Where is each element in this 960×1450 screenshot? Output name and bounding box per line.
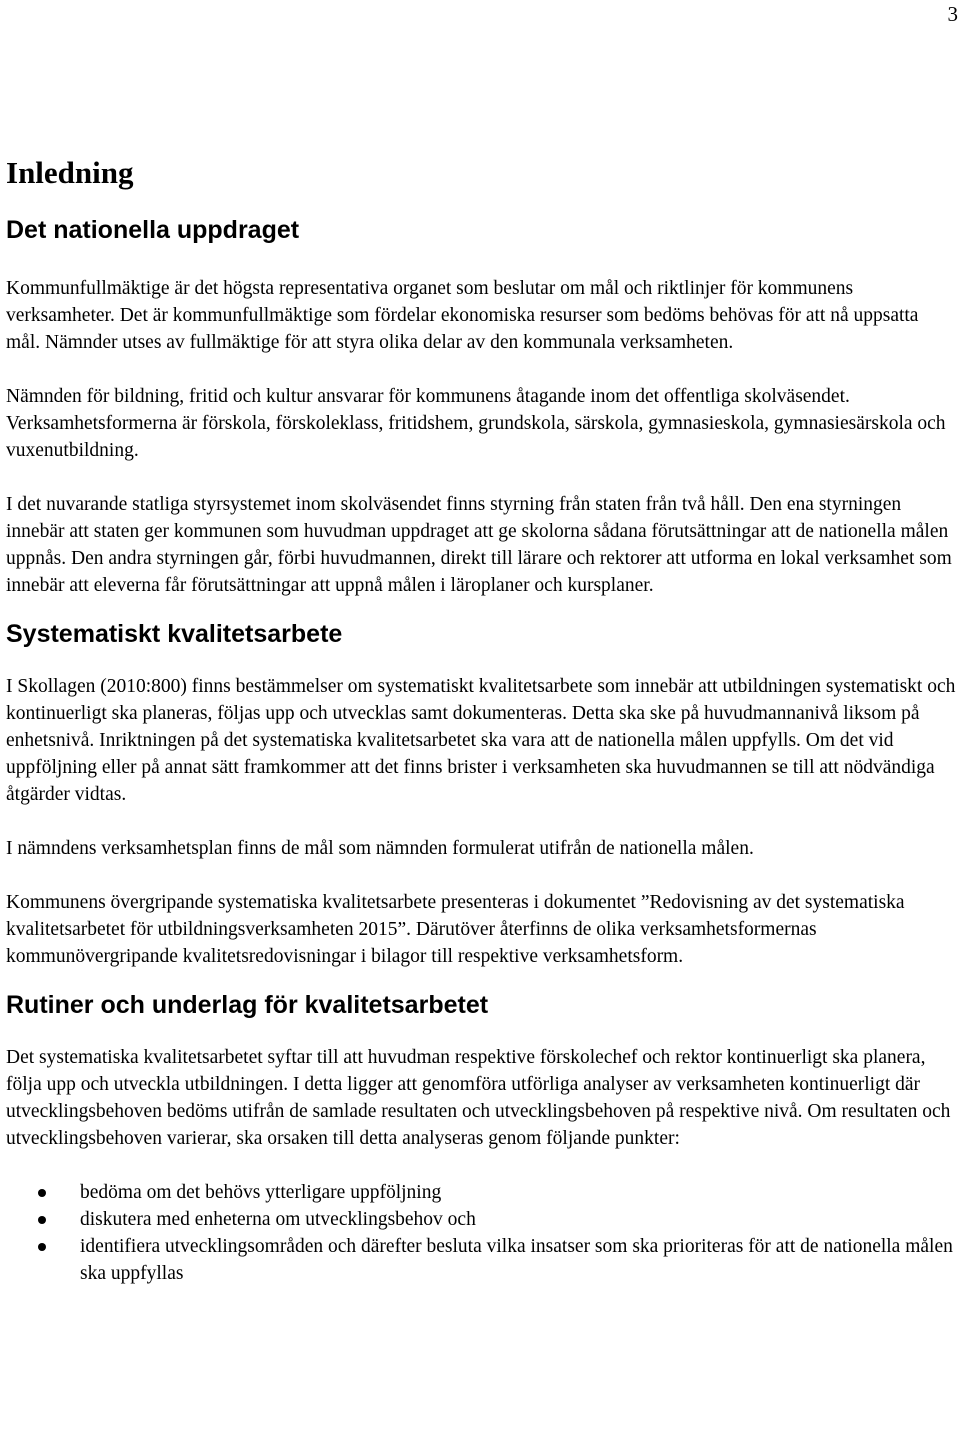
paragraph: Kommunfullmäktige är det högsta representativa organet som beslutar om mål och riktlinjer för kommunens verksamheter. Det är kommunfullmäktige som fördelar ekonomiska resurser som bedöms behövas för att nå uppsatta mål. Nämnder utses av fullmäktige för att styra olika delar av den kommunala verksamheten. (6, 278, 919, 353)
paragraph: Nämnden för bildning, fritid och kultur ansvarar för kommunens åtagande inom det offentliga skolväsendet. Verksamhetsformerna är förskola, förskoleklass, fritidshem, grundskola, särskola, gymnasieskola, gymnasiesärskola och vuxenutbildning. (6, 386, 946, 461)
list-item (6, 1233, 956, 1287)
paragraph: Kommunens övergripande systematiska kvalitetsarbete presenteras i dokumentet ”Redovisning av det systematiska kvalitetsarbetet för utbildningsverksamheten 2015”. Därutöver återfinns de olika verksamhetsformernas kommunövergripande kvalitetsredovisningar i bilagor till respektive verksamhetsform. (6, 892, 905, 967)
section-heading-systematiskt: Systematiskt kvalitetsarbete (6, 620, 343, 648)
paragraph: I nämndens verksamhetsplan finns de mål som nämnden formulerat utifrån de nationella målen. (6, 838, 754, 859)
list-item-text: bedöma om det behövs ytterligare uppföljning (80, 1182, 442, 1203)
list-item (6, 1206, 956, 1233)
page-title: Inledning (6, 155, 134, 190)
bullet-list (6, 1179, 956, 1287)
paragraph: Det systematiska kvalitetsarbetet syftar till att huvudman respektive förskolechef och rektor kontinuerligt ska planera, följa upp och utveckla utbildningen. I detta ligger att genomföra utförliga analyser av verksamheten kontinuerligt där utvecklingsbehoven bedöms utifrån de samlade resultaten och utvecklingsbehoven på respektive nivå. Om resultaten och utvecklingsbehoven varierar, ska orsaken till detta analyseras genom följande punkter: (6, 1047, 951, 1149)
section-heading-rutiner: Rutiner och underlag för kvalitetsarbetet (6, 991, 489, 1019)
page-content (6, 155, 956, 1287)
list-item-text: identifiera utvecklingsområden och därefter besluta vilka insatser som ska prioriteras för att de nationella målen ska uppfyllas (80, 1236, 953, 1284)
bullet-icon (38, 1189, 46, 1197)
list-item-text: diskutera med enheterna om utvecklingsbehov och (80, 1209, 476, 1230)
paragraph: I det nuvarande statliga styrsystemet inom skolväsendet finns styrning från staten från två håll. Den ena styrningen innebär att staten ger kommunen som huvudman uppdraget att ge skolorna sådana förutsättningar att de nationella målen uppnås. Den andra styrningen går, förbi huvudmannen, direkt till lärare och rektorer att utforma en lokal verksamhet som innebär att eleverna får förutsättningar att uppnå målen i läroplaner och kursplaner. (6, 494, 952, 596)
bullet-icon (38, 1216, 46, 1224)
list-item (6, 1179, 956, 1206)
section-heading-nationella: Det nationella uppdraget (6, 216, 300, 244)
bullet-icon (38, 1243, 46, 1251)
paragraph: I Skollagen (2010:800) finns bestämmelser om systematiskt kvalitetsarbete som innebär att utbildningen systematiskt och kontinuerligt ska planeras, följas upp och utvecklas samt dokumenteras. Detta ska ske på huvudmannanivå liksom på enhetsnivå. Inriktningen på det systematiska kvalitetsarbetet ska vara att de nationella målen uppfylls. Om det vid uppföljning eller på annat sätt framkommer att det finns brister i verksamheten ska huvudmannen se till att nödvändiga åtgärder vidtas. (6, 676, 956, 805)
page-number: 3 (947, 2, 958, 26)
